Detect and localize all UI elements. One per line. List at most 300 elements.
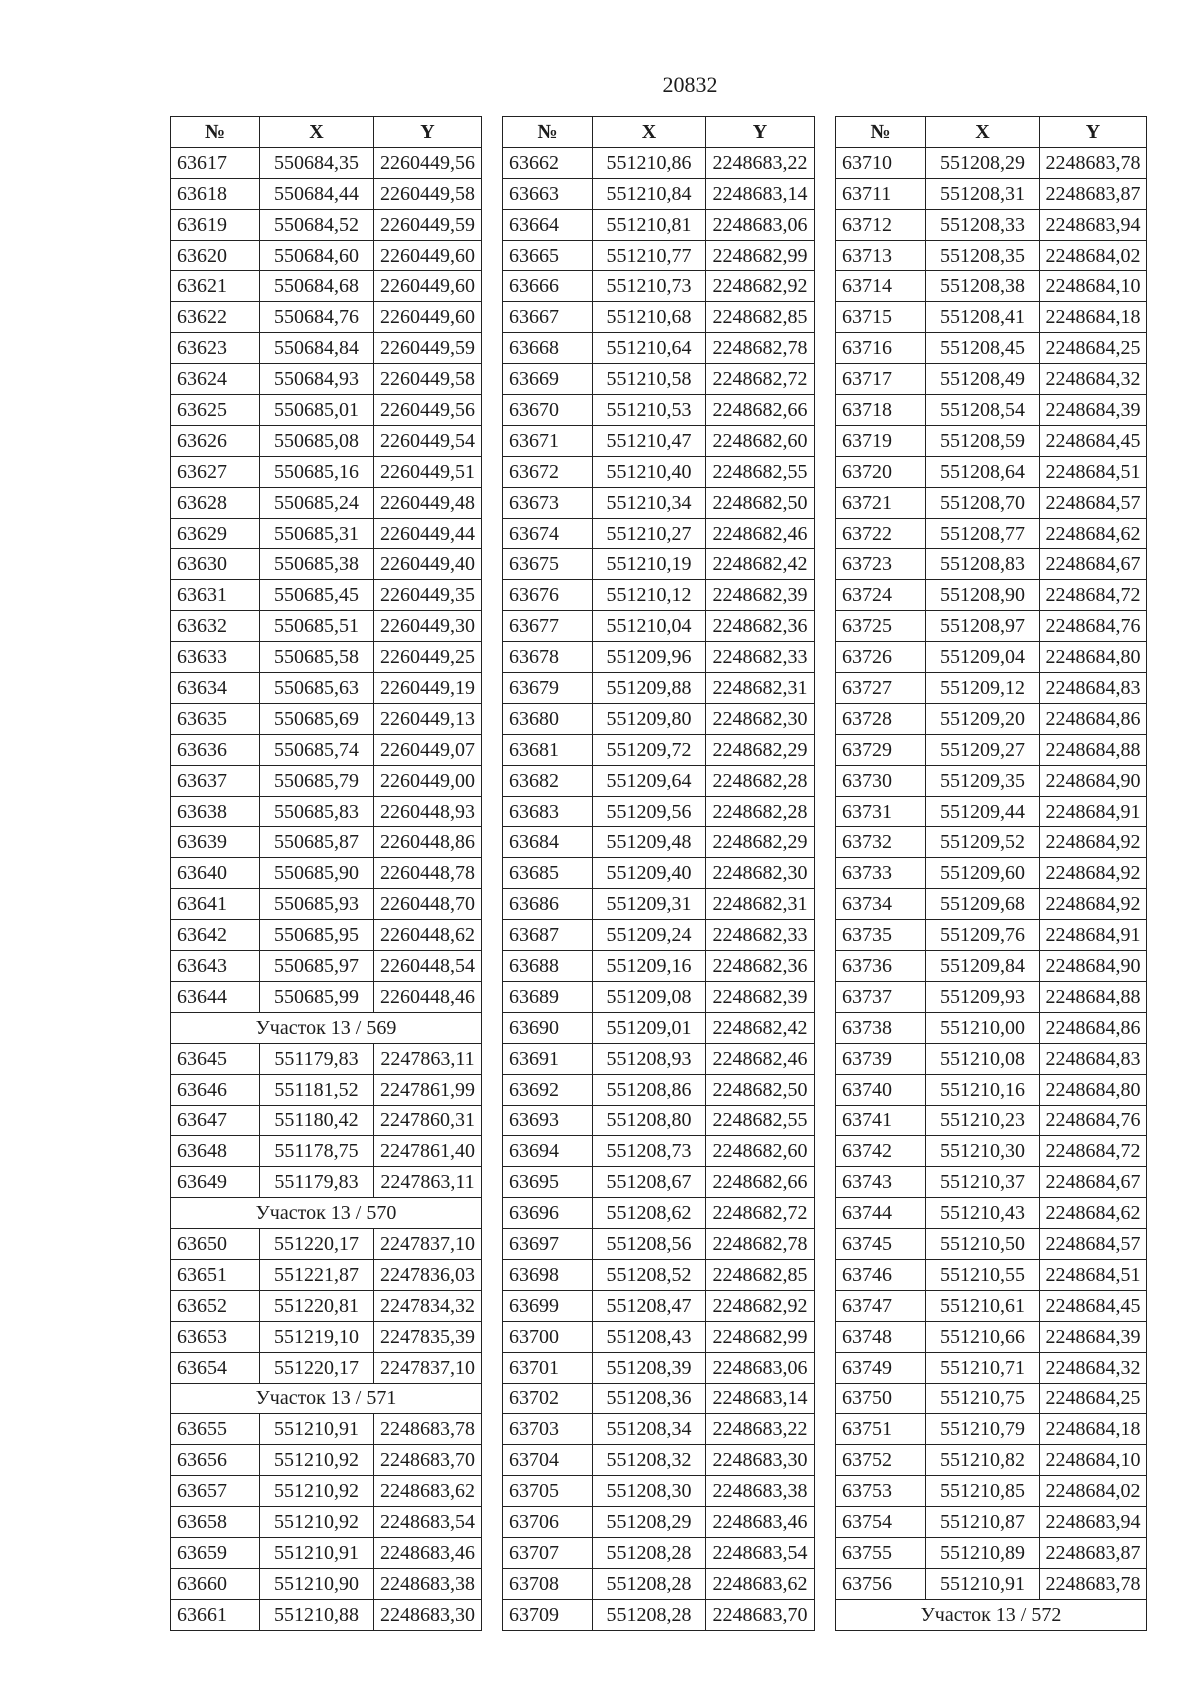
table-row <box>171 333 482 364</box>
y-coordinate-cell: 2248684,90 <box>1040 951 1147 982</box>
y-coordinate-cell: 2248683,62 <box>706 1568 815 1599</box>
row-number-cell: 63735 <box>836 920 926 951</box>
y-coordinate-cell: 2260449,58 <box>374 178 482 209</box>
x-coordinate-cell: 551208,32 <box>593 1445 706 1476</box>
table-row <box>836 1259 1147 1290</box>
x-coordinate-cell: 551219,10 <box>260 1321 374 1352</box>
table-row <box>503 1229 815 1260</box>
y-coordinate-cell: 2260449,60 <box>374 271 482 302</box>
table-row <box>171 1537 482 1568</box>
table-row <box>836 549 1147 580</box>
x-coordinate-cell: 551210,85 <box>926 1476 1040 1507</box>
table-row <box>836 1537 1147 1568</box>
x-coordinate-cell: 551178,75 <box>260 1136 374 1167</box>
section-row <box>171 1383 482 1414</box>
table-row <box>171 425 482 456</box>
x-coordinate-cell: 551220,81 <box>260 1290 374 1321</box>
x-coordinate-cell: 551210,43 <box>926 1198 1040 1229</box>
y-coordinate-cell: 2248684,51 <box>1040 1259 1147 1290</box>
row-number-cell: 63736 <box>836 951 926 982</box>
header-number: № <box>836 117 926 148</box>
x-coordinate-cell: 550685,97 <box>260 951 374 982</box>
y-coordinate-cell: 2248684,83 <box>1040 1043 1147 1074</box>
table-row <box>836 703 1147 734</box>
row-number-cell: 63741 <box>836 1105 926 1136</box>
y-coordinate-cell: 2248684,18 <box>1040 1414 1147 1445</box>
x-coordinate-cell: 551209,88 <box>593 673 706 704</box>
table-row <box>503 1136 815 1167</box>
y-coordinate-cell: 2247861,99 <box>374 1074 482 1105</box>
table-row <box>171 209 482 240</box>
table-row <box>171 1352 482 1383</box>
x-coordinate-cell: 550685,38 <box>260 549 374 580</box>
row-number-cell: 63739 <box>836 1043 926 1074</box>
x-coordinate-cell: 551208,38 <box>926 271 1040 302</box>
row-number-cell: 63668 <box>503 333 593 364</box>
row-number-cell: 63726 <box>836 642 926 673</box>
y-coordinate-cell: 2248682,99 <box>706 1321 815 1352</box>
y-coordinate-cell: 2248683,70 <box>706 1599 815 1630</box>
section-title: Участок 13 / 572 <box>836 1599 1147 1630</box>
table-row <box>503 333 815 364</box>
table-row <box>503 271 815 302</box>
row-number-cell: 63683 <box>503 796 593 827</box>
table-row <box>503 734 815 765</box>
table-row <box>836 1507 1147 1538</box>
row-number-cell: 63667 <box>503 302 593 333</box>
x-coordinate-cell: 551210,50 <box>926 1229 1040 1260</box>
table-row <box>503 1383 815 1414</box>
x-coordinate-cell: 551210,73 <box>593 271 706 302</box>
table-row <box>503 1012 815 1043</box>
x-coordinate-cell: 551208,35 <box>926 240 1040 271</box>
x-coordinate-cell: 550684,52 <box>260 209 374 240</box>
y-coordinate-cell: 2248684,76 <box>1040 611 1147 642</box>
y-coordinate-cell: 2260448,93 <box>374 796 482 827</box>
row-number-cell: 63737 <box>836 981 926 1012</box>
x-coordinate-cell: 551210,61 <box>926 1290 1040 1321</box>
table-row <box>503 302 815 333</box>
table-row <box>503 456 815 487</box>
row-number-cell: 63729 <box>836 734 926 765</box>
x-coordinate-cell: 551209,52 <box>926 827 1040 858</box>
x-coordinate-cell: 551209,80 <box>593 703 706 734</box>
table-row <box>836 1445 1147 1476</box>
table-row <box>836 858 1147 889</box>
row-number-cell: 63709 <box>503 1599 593 1630</box>
row-number-cell: 63692 <box>503 1074 593 1105</box>
x-coordinate-cell: 551208,49 <box>926 364 1040 395</box>
table-row <box>836 673 1147 704</box>
y-coordinate-cell: 2248684,72 <box>1040 580 1147 611</box>
y-coordinate-cell: 2260449,60 <box>374 240 482 271</box>
table-row <box>171 673 482 704</box>
table-row <box>171 951 482 982</box>
y-coordinate-cell: 2248684,80 <box>1040 1074 1147 1105</box>
y-coordinate-cell: 2248682,55 <box>706 1105 815 1136</box>
y-coordinate-cell: 2248682,39 <box>706 981 815 1012</box>
y-coordinate-cell: 2248683,14 <box>706 1383 815 1414</box>
x-coordinate-cell: 550685,87 <box>260 827 374 858</box>
row-number-cell: 63618 <box>171 178 260 209</box>
x-coordinate-cell: 550685,16 <box>260 456 374 487</box>
y-coordinate-cell: 2248684,32 <box>1040 364 1147 395</box>
row-number-cell: 63623 <box>171 333 260 364</box>
x-coordinate-cell: 551210,82 <box>926 1445 1040 1476</box>
table-row <box>836 364 1147 395</box>
row-number-cell: 63728 <box>836 703 926 734</box>
x-coordinate-cell: 551210,71 <box>926 1352 1040 1383</box>
row-number-cell: 63636 <box>171 734 260 765</box>
y-coordinate-cell: 2260448,54 <box>374 951 482 982</box>
table-row <box>503 1198 815 1229</box>
row-number-cell: 63621 <box>171 271 260 302</box>
y-coordinate-cell: 2248683,22 <box>706 1414 815 1445</box>
row-number-cell: 63680 <box>503 703 593 734</box>
y-coordinate-cell: 2248682,30 <box>706 703 815 734</box>
y-coordinate-cell: 2260449,40 <box>374 549 482 580</box>
row-number-cell: 63666 <box>503 271 593 302</box>
x-coordinate-cell: 551208,29 <box>926 147 1040 178</box>
row-number-cell: 63740 <box>836 1074 926 1105</box>
table-row <box>171 1290 482 1321</box>
table-header-row <box>503 117 815 148</box>
y-coordinate-cell: 2248683,38 <box>374 1568 482 1599</box>
row-number-cell: 63663 <box>503 178 593 209</box>
row-number-cell: 63652 <box>171 1290 260 1321</box>
table-row <box>836 580 1147 611</box>
x-coordinate-cell: 551210,88 <box>260 1599 374 1630</box>
table-body <box>503 147 815 1630</box>
row-number-cell: 63648 <box>171 1136 260 1167</box>
table-row <box>503 240 815 271</box>
x-coordinate-cell: 551209,40 <box>593 858 706 889</box>
x-coordinate-cell: 551208,54 <box>926 395 1040 426</box>
row-number-cell: 63732 <box>836 827 926 858</box>
table-row <box>836 1383 1147 1414</box>
y-coordinate-cell: 2248683,46 <box>374 1537 482 1568</box>
x-coordinate-cell: 551220,17 <box>260 1229 374 1260</box>
x-coordinate-cell: 551210,89 <box>926 1537 1040 1568</box>
y-coordinate-cell: 2248683,78 <box>1040 147 1147 178</box>
x-coordinate-cell: 551210,08 <box>926 1043 1040 1074</box>
row-number-cell: 63645 <box>171 1043 260 1074</box>
table-row <box>836 796 1147 827</box>
x-coordinate-cell: 551209,93 <box>926 981 1040 1012</box>
y-coordinate-cell: 2248684,92 <box>1040 858 1147 889</box>
y-coordinate-cell: 2248683,22 <box>706 147 815 178</box>
y-coordinate-cell: 2248683,94 <box>1040 209 1147 240</box>
table-row <box>503 1537 815 1568</box>
table-row <box>171 1321 482 1352</box>
y-coordinate-cell: 2248683,78 <box>1040 1568 1147 1599</box>
row-number-cell: 63644 <box>171 981 260 1012</box>
x-coordinate-cell: 551210,92 <box>260 1507 374 1538</box>
row-number-cell: 63694 <box>503 1136 593 1167</box>
x-coordinate-cell: 551210,40 <box>593 456 706 487</box>
x-coordinate-cell: 551208,33 <box>926 209 1040 240</box>
table-row <box>836 920 1147 951</box>
table-row <box>836 487 1147 518</box>
row-number-cell: 63665 <box>503 240 593 271</box>
table-row <box>503 1352 815 1383</box>
row-number-cell: 63639 <box>171 827 260 858</box>
table-row <box>836 642 1147 673</box>
row-number-cell: 63704 <box>503 1445 593 1476</box>
x-coordinate-cell: 550685,79 <box>260 765 374 796</box>
row-number-cell: 63738 <box>836 1012 926 1043</box>
row-number-cell: 63717 <box>836 364 926 395</box>
x-coordinate-cell: 551208,47 <box>593 1290 706 1321</box>
y-coordinate-cell: 2248682,66 <box>706 395 815 426</box>
y-coordinate-cell: 2260448,70 <box>374 889 482 920</box>
table-row <box>503 611 815 642</box>
row-number-cell: 63715 <box>836 302 926 333</box>
x-coordinate-cell: 551209,44 <box>926 796 1040 827</box>
x-coordinate-cell: 551208,31 <box>926 178 1040 209</box>
table-row <box>503 395 815 426</box>
y-coordinate-cell: 2248682,92 <box>706 1290 815 1321</box>
y-coordinate-cell: 2260449,13 <box>374 703 482 734</box>
row-number-cell: 63661 <box>171 1599 260 1630</box>
x-coordinate-cell: 551210,77 <box>593 240 706 271</box>
table-row <box>836 456 1147 487</box>
x-coordinate-cell: 551210,37 <box>926 1167 1040 1198</box>
x-coordinate-cell: 551208,70 <box>926 487 1040 518</box>
y-coordinate-cell: 2248684,32 <box>1040 1352 1147 1383</box>
x-coordinate-cell: 550684,68 <box>260 271 374 302</box>
row-number-cell: 63687 <box>503 920 593 951</box>
y-coordinate-cell: 2248684,91 <box>1040 796 1147 827</box>
table-row <box>171 271 482 302</box>
x-coordinate-cell: 551208,41 <box>926 302 1040 333</box>
x-coordinate-cell: 551209,08 <box>593 981 706 1012</box>
y-coordinate-cell: 2247835,39 <box>374 1321 482 1352</box>
y-coordinate-cell: 2248684,88 <box>1040 981 1147 1012</box>
x-coordinate-cell: 550685,83 <box>260 796 374 827</box>
x-coordinate-cell: 551210,47 <box>593 425 706 456</box>
y-coordinate-cell: 2260449,30 <box>374 611 482 642</box>
row-number-cell: 63633 <box>171 642 260 673</box>
table-row <box>171 395 482 426</box>
coordinate-table-2 <box>502 116 815 1631</box>
x-coordinate-cell: 551209,01 <box>593 1012 706 1043</box>
row-number-cell: 63677 <box>503 611 593 642</box>
table-row <box>836 1229 1147 1260</box>
table-row <box>171 703 482 734</box>
x-coordinate-cell: 551208,45 <box>926 333 1040 364</box>
table-row <box>836 147 1147 178</box>
y-coordinate-cell: 2248683,38 <box>706 1476 815 1507</box>
x-coordinate-cell: 551208,36 <box>593 1383 706 1414</box>
row-number-cell: 63755 <box>836 1537 926 1568</box>
y-coordinate-cell: 2248684,86 <box>1040 1012 1147 1043</box>
section-row <box>836 1599 1147 1630</box>
row-number-cell: 63751 <box>836 1414 926 1445</box>
x-coordinate-cell: 551209,72 <box>593 734 706 765</box>
x-coordinate-cell: 551209,64 <box>593 765 706 796</box>
row-number-cell: 63706 <box>503 1507 593 1538</box>
table-row <box>836 981 1147 1012</box>
row-number-cell: 63750 <box>836 1383 926 1414</box>
x-coordinate-cell: 551210,00 <box>926 1012 1040 1043</box>
table-row <box>503 364 815 395</box>
x-coordinate-cell: 551180,42 <box>260 1105 374 1136</box>
row-number-cell: 63658 <box>171 1507 260 1538</box>
x-coordinate-cell: 551210,75 <box>926 1383 1040 1414</box>
x-coordinate-cell: 550684,84 <box>260 333 374 364</box>
y-coordinate-cell: 2260449,56 <box>374 147 482 178</box>
x-coordinate-cell: 551208,73 <box>593 1136 706 1167</box>
y-coordinate-cell: 2248682,36 <box>706 611 815 642</box>
y-coordinate-cell: 2248682,46 <box>706 518 815 549</box>
x-coordinate-cell: 551209,31 <box>593 889 706 920</box>
y-coordinate-cell: 2248683,78 <box>374 1414 482 1445</box>
table-row <box>836 1476 1147 1507</box>
x-coordinate-cell: 551208,67 <box>593 1167 706 1198</box>
row-number-cell: 63650 <box>171 1229 260 1260</box>
table-row <box>171 858 482 889</box>
header-y: Y <box>706 117 815 148</box>
row-number-cell: 63743 <box>836 1167 926 1198</box>
row-number-cell: 63634 <box>171 673 260 704</box>
row-number-cell: 63752 <box>836 1445 926 1476</box>
x-coordinate-cell: 550685,45 <box>260 580 374 611</box>
x-coordinate-cell: 551210,19 <box>593 549 706 580</box>
x-coordinate-cell: 551210,91 <box>260 1537 374 1568</box>
table-row <box>503 1321 815 1352</box>
table-row <box>171 1167 482 1198</box>
y-coordinate-cell: 2260449,60 <box>374 302 482 333</box>
y-coordinate-cell: 2248684,86 <box>1040 703 1147 734</box>
y-coordinate-cell: 2248684,39 <box>1040 1321 1147 1352</box>
x-coordinate-cell: 551210,16 <box>926 1074 1040 1105</box>
row-number-cell: 63655 <box>171 1414 260 1445</box>
header-number: № <box>503 117 593 148</box>
table-row <box>836 1012 1147 1043</box>
y-coordinate-cell: 2248684,90 <box>1040 765 1147 796</box>
y-coordinate-cell: 2260449,25 <box>374 642 482 673</box>
row-number-cell: 63733 <box>836 858 926 889</box>
row-number-cell: 63660 <box>171 1568 260 1599</box>
y-coordinate-cell: 2260449,54 <box>374 425 482 456</box>
x-coordinate-cell: 551208,56 <box>593 1229 706 1260</box>
y-coordinate-cell: 2248684,67 <box>1040 1167 1147 1198</box>
y-coordinate-cell: 2247863,11 <box>374 1043 482 1074</box>
page-number: 20832 <box>662 72 718 97</box>
y-coordinate-cell: 2248682,85 <box>706 1259 815 1290</box>
table-row <box>171 1105 482 1136</box>
row-number-cell: 63746 <box>836 1259 926 1290</box>
x-coordinate-cell: 551220,17 <box>260 1352 374 1383</box>
row-number-cell: 63647 <box>171 1105 260 1136</box>
row-number-cell: 63688 <box>503 951 593 982</box>
y-coordinate-cell: 2248684,25 <box>1040 1383 1147 1414</box>
row-number-cell: 63670 <box>503 395 593 426</box>
row-number-cell: 63695 <box>503 1167 593 1198</box>
section-title: Участок 13 / 571 <box>171 1383 482 1414</box>
row-number-cell: 63703 <box>503 1414 593 1445</box>
y-coordinate-cell: 2248682,85 <box>706 302 815 333</box>
x-coordinate-cell: 550684,93 <box>260 364 374 395</box>
row-number-cell: 63699 <box>503 1290 593 1321</box>
section-title: Участок 13 / 570 <box>171 1198 482 1229</box>
table-row <box>836 765 1147 796</box>
x-coordinate-cell: 550685,31 <box>260 518 374 549</box>
y-coordinate-cell: 2248682,31 <box>706 673 815 704</box>
row-number-cell: 63689 <box>503 981 593 1012</box>
x-coordinate-cell: 551208,28 <box>593 1568 706 1599</box>
x-coordinate-cell: 551209,20 <box>926 703 1040 734</box>
x-coordinate-cell: 551210,04 <box>593 611 706 642</box>
y-coordinate-cell: 2248683,06 <box>706 1352 815 1383</box>
x-coordinate-cell: 551209,76 <box>926 920 1040 951</box>
row-number-cell: 63707 <box>503 1537 593 1568</box>
x-coordinate-cell: 551208,43 <box>593 1321 706 1352</box>
table-row <box>503 858 815 889</box>
row-number-cell: 63638 <box>171 796 260 827</box>
row-number-cell: 63744 <box>836 1198 926 1229</box>
row-number-cell: 63630 <box>171 549 260 580</box>
x-coordinate-cell: 551208,97 <box>926 611 1040 642</box>
table-row <box>171 1074 482 1105</box>
section-row <box>171 1198 482 1229</box>
y-coordinate-cell: 2247861,40 <box>374 1136 482 1167</box>
table-row <box>836 518 1147 549</box>
row-number-cell: 63742 <box>836 1136 926 1167</box>
x-coordinate-cell: 551210,91 <box>260 1414 374 1445</box>
row-number-cell: 63674 <box>503 518 593 549</box>
table-row <box>171 981 482 1012</box>
header-number: № <box>171 117 260 148</box>
y-coordinate-cell: 2248682,29 <box>706 827 815 858</box>
y-coordinate-cell: 2248684,51 <box>1040 456 1147 487</box>
table-row <box>171 889 482 920</box>
y-coordinate-cell: 2248682,36 <box>706 951 815 982</box>
y-coordinate-cell: 2248682,46 <box>706 1043 815 1074</box>
y-coordinate-cell: 2248682,99 <box>706 240 815 271</box>
y-coordinate-cell: 2248683,62 <box>374 1476 482 1507</box>
x-coordinate-cell: 550684,44 <box>260 178 374 209</box>
y-coordinate-cell: 2248684,92 <box>1040 827 1147 858</box>
row-number-cell: 63686 <box>503 889 593 920</box>
table-row <box>503 1043 815 1074</box>
table-row <box>171 1136 482 1167</box>
row-number-cell: 63730 <box>836 765 926 796</box>
y-coordinate-cell: 2248684,39 <box>1040 395 1147 426</box>
table-row <box>503 209 815 240</box>
row-number-cell: 63712 <box>836 209 926 240</box>
y-coordinate-cell: 2247837,10 <box>374 1352 482 1383</box>
x-coordinate-cell: 551208,34 <box>593 1414 706 1445</box>
x-coordinate-cell: 551208,52 <box>593 1259 706 1290</box>
row-number-cell: 63747 <box>836 1290 926 1321</box>
x-coordinate-cell: 551208,93 <box>593 1043 706 1074</box>
row-number-cell: 63672 <box>503 456 593 487</box>
row-number-cell: 63637 <box>171 765 260 796</box>
table-row <box>836 1414 1147 1445</box>
row-number-cell: 63702 <box>503 1383 593 1414</box>
table-row <box>836 209 1147 240</box>
row-number-cell: 63693 <box>503 1105 593 1136</box>
y-coordinate-cell: 2248684,18 <box>1040 302 1147 333</box>
y-coordinate-cell: 2248684,45 <box>1040 425 1147 456</box>
row-number-cell: 63713 <box>836 240 926 271</box>
x-coordinate-cell: 551208,83 <box>926 549 1040 580</box>
coordinate-table-1 <box>170 116 482 1631</box>
table-row <box>503 765 815 796</box>
x-coordinate-cell: 551210,34 <box>593 487 706 518</box>
